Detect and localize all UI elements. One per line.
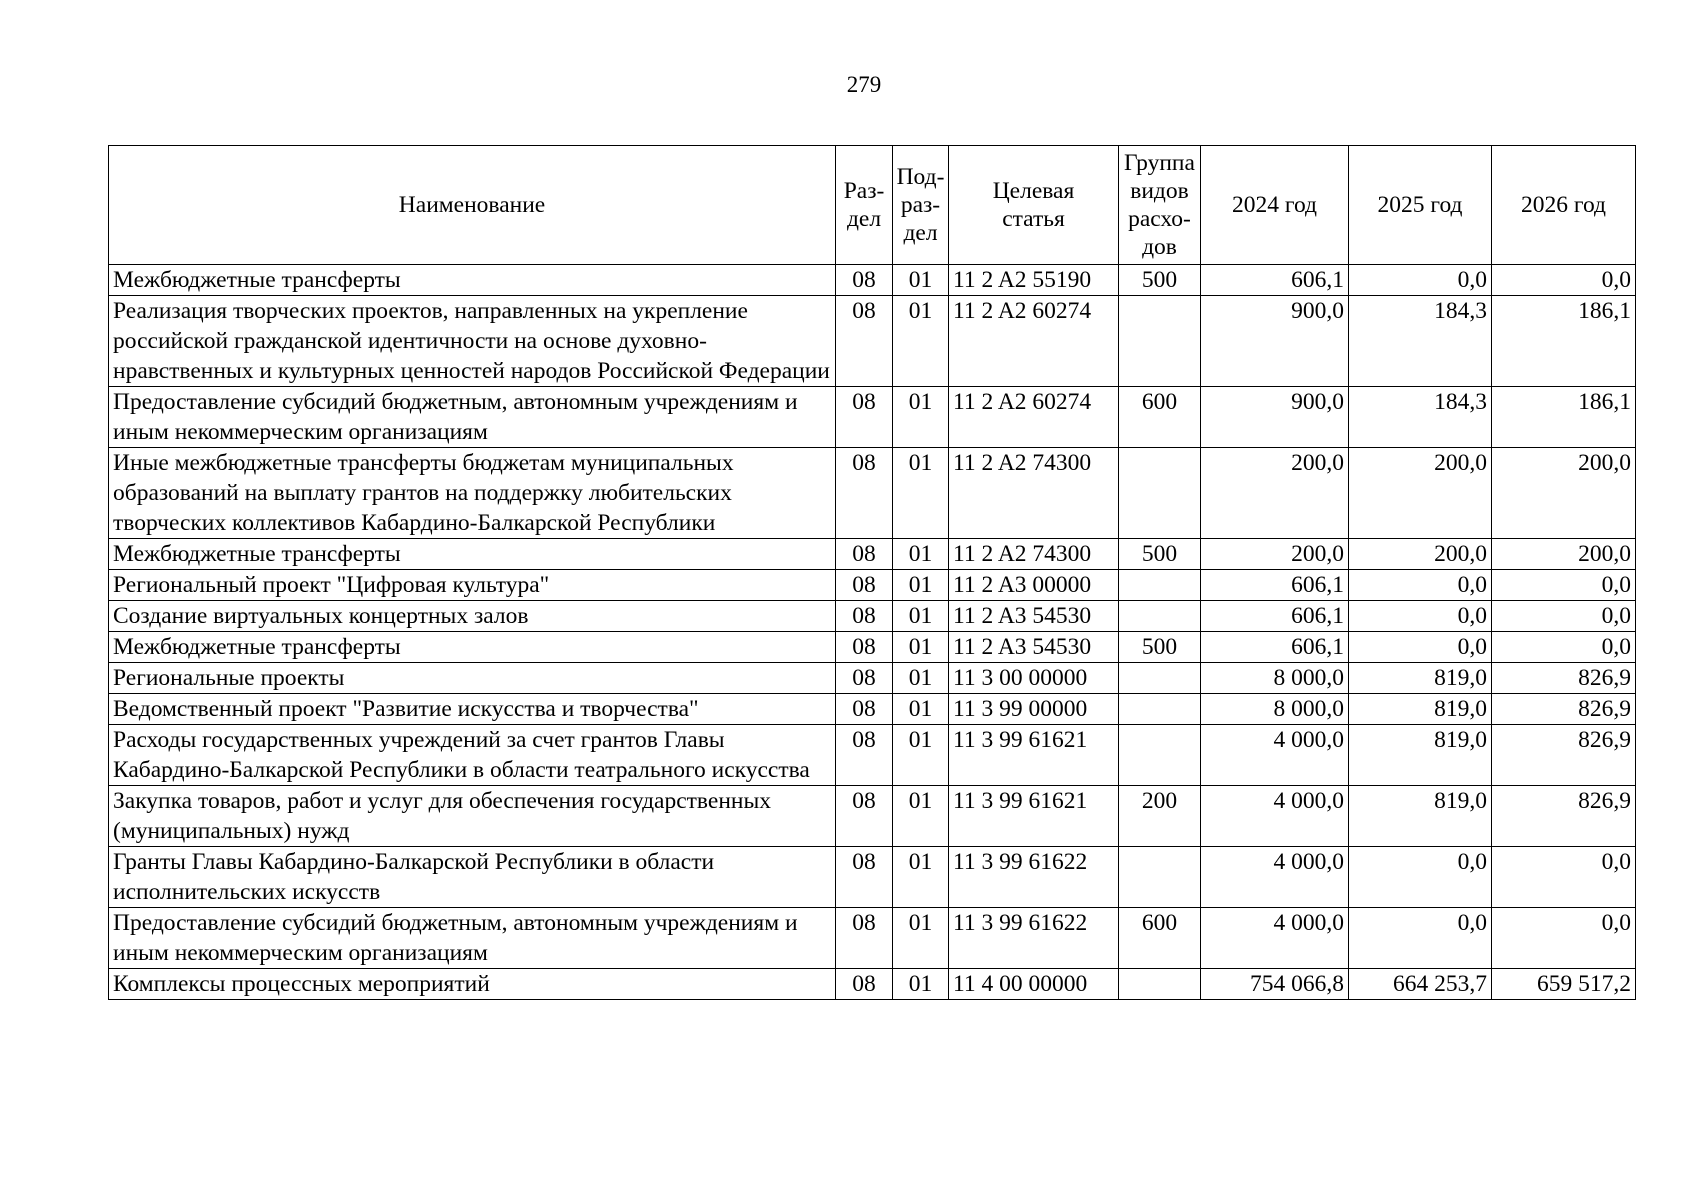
cell-group [1119, 694, 1201, 725]
cell-target: 11 2 A3 54530 [949, 601, 1119, 632]
header-2026 [1492, 146, 1636, 265]
header-label-name: Наименование [398, 192, 546, 218]
header-label-y2025: 2025 год [1377, 192, 1463, 218]
cell-y2024: 8 000,0 [1201, 694, 1349, 725]
cell-group [1119, 448, 1201, 539]
cell-podrazdel: 01 [893, 539, 949, 570]
cell-y2024: 900,0 [1201, 296, 1349, 387]
cell-y2026: 200,0 [1492, 539, 1636, 570]
cell-name: Региональный проект "Цифровая культура" [109, 570, 836, 601]
header-label-y2024: 2024 год [1232, 192, 1317, 218]
cell-target: 11 3 00 00000 [949, 663, 1119, 694]
header-label-target: Целевая статья [992, 178, 1075, 232]
cell-group [1119, 969, 1201, 1000]
table-row [109, 663, 1636, 694]
header-target [949, 146, 1119, 265]
cell-y2025: 200,0 [1349, 448, 1492, 539]
cell-podrazdel: 01 [893, 265, 949, 296]
header-label-group: Группа видов расхо- дов [1124, 150, 1195, 260]
cell-y2025: 0,0 [1349, 847, 1492, 908]
cell-y2024: 200,0 [1201, 539, 1349, 570]
cell-razdel: 08 [836, 969, 893, 1000]
cell-y2025: 184,3 [1349, 387, 1492, 448]
cell-name: Реализация творческих проектов, направленных на укрепление российской гражданской идентичности на основе духовно-нравственных и культурных ценностей народов Российской Федерации [109, 296, 836, 387]
header-label-y2026: 2026 год [1521, 192, 1606, 218]
cell-name: Гранты Главы Кабардино-Балкарской Республики в области исполнительских искусств [109, 847, 836, 908]
cell-razdel: 08 [836, 908, 893, 969]
cell-target: 11 2 A3 54530 [949, 632, 1119, 663]
cell-group: 500 [1119, 265, 1201, 296]
cell-y2026: 826,9 [1492, 725, 1636, 786]
cell-group: 500 [1119, 539, 1201, 570]
cell-podrazdel: 01 [893, 786, 949, 847]
cell-razdel: 08 [836, 448, 893, 539]
cell-y2025: 819,0 [1349, 725, 1492, 786]
cell-y2025: 0,0 [1349, 570, 1492, 601]
cell-name: Межбюджетные трансферты [109, 539, 836, 570]
cell-y2024: 606,1 [1201, 570, 1349, 601]
cell-y2024: 4 000,0 [1201, 847, 1349, 908]
cell-podrazdel: 01 [893, 570, 949, 601]
cell-name: Ведомственный проект "Развитие искусства и творчества" [109, 694, 836, 725]
cell-y2025: 664 253,7 [1349, 969, 1492, 1000]
cell-y2024: 754 066,8 [1201, 969, 1349, 1000]
table-row [109, 296, 1636, 387]
table-row [109, 694, 1636, 725]
cell-name: Комплексы процессных мероприятий [109, 969, 836, 1000]
cell-group [1119, 725, 1201, 786]
table-row [109, 539, 1636, 570]
cell-y2024: 900,0 [1201, 387, 1349, 448]
cell-razdel: 08 [836, 694, 893, 725]
cell-razdel: 08 [836, 786, 893, 847]
cell-razdel: 08 [836, 296, 893, 387]
cell-razdel: 08 [836, 570, 893, 601]
header-podrazdel [893, 146, 949, 265]
page-number: 279 [846, 72, 882, 97]
cell-y2026: 186,1 [1492, 387, 1636, 448]
cell-y2026: 0,0 [1492, 570, 1636, 601]
cell-podrazdel: 01 [893, 448, 949, 539]
cell-target: 11 2 A2 60274 [949, 296, 1119, 387]
cell-group: 600 [1119, 387, 1201, 448]
cell-y2026: 0,0 [1492, 847, 1636, 908]
cell-razdel: 08 [836, 632, 893, 663]
cell-y2024: 606,1 [1201, 632, 1349, 663]
cell-podrazdel: 01 [893, 694, 949, 725]
table-row [109, 725, 1636, 786]
table-row [109, 265, 1636, 296]
cell-y2026: 0,0 [1492, 632, 1636, 663]
cell-target: 11 3 99 61621 [949, 725, 1119, 786]
cell-name: Расходы государственных учреждений за счет грантов Главы Кабардино-Балкарской Республики в области театрального искусства [109, 725, 836, 786]
cell-y2025: 200,0 [1349, 539, 1492, 570]
cell-y2024: 4 000,0 [1201, 786, 1349, 847]
cell-group [1119, 296, 1201, 387]
cell-y2025: 184,3 [1349, 296, 1492, 387]
cell-razdel: 08 [836, 265, 893, 296]
cell-target: 11 3 99 61622 [949, 908, 1119, 969]
header-2024 [1201, 146, 1349, 265]
cell-y2026: 0,0 [1492, 908, 1636, 969]
cell-target: 11 2 A3 00000 [949, 570, 1119, 601]
cell-target: 11 2 A2 74300 [949, 448, 1119, 539]
cell-y2024: 4 000,0 [1201, 908, 1349, 969]
cell-y2025: 819,0 [1349, 786, 1492, 847]
cell-name: Региональные проекты [109, 663, 836, 694]
table-row [109, 786, 1636, 847]
cell-razdel: 08 [836, 601, 893, 632]
cell-y2026: 186,1 [1492, 296, 1636, 387]
cell-y2024: 4 000,0 [1201, 725, 1349, 786]
cell-y2026: 200,0 [1492, 448, 1636, 539]
cell-y2025: 0,0 [1349, 632, 1492, 663]
cell-podrazdel: 01 [893, 908, 949, 969]
cell-y2025: 819,0 [1349, 694, 1492, 725]
cell-target: 11 2 A2 55190 [949, 265, 1119, 296]
cell-podrazdel: 01 [893, 632, 949, 663]
cell-target: 11 3 99 00000 [949, 694, 1119, 725]
cell-name: Создание виртуальных концертных залов [109, 601, 836, 632]
cell-group: 200 [1119, 786, 1201, 847]
cell-name: Закупка товаров, работ и услуг для обеспечения государственных (муниципальных) нужд [109, 786, 836, 847]
header-2025 [1349, 146, 1492, 265]
cell-group [1119, 663, 1201, 694]
header-razdel [836, 146, 893, 265]
budget-table [108, 145, 1636, 1000]
cell-podrazdel: 01 [893, 725, 949, 786]
cell-razdel: 08 [836, 847, 893, 908]
cell-y2026: 826,9 [1492, 694, 1636, 725]
table-row [109, 908, 1636, 969]
table-body [109, 265, 1636, 1000]
cell-y2024: 8 000,0 [1201, 663, 1349, 694]
cell-y2024: 606,1 [1201, 265, 1349, 296]
cell-y2026: 0,0 [1492, 265, 1636, 296]
table-row [109, 847, 1636, 908]
cell-name: Межбюджетные трансферты [109, 265, 836, 296]
table-row [109, 570, 1636, 601]
cell-razdel: 08 [836, 539, 893, 570]
cell-target: 11 3 99 61622 [949, 847, 1119, 908]
table-row [109, 448, 1636, 539]
cell-y2025: 0,0 [1349, 908, 1492, 969]
cell-y2026: 826,9 [1492, 786, 1636, 847]
cell-group [1119, 570, 1201, 601]
cell-group [1119, 601, 1201, 632]
cell-target: 11 3 99 61621 [949, 786, 1119, 847]
cell-podrazdel: 01 [893, 387, 949, 448]
cell-podrazdel: 01 [893, 847, 949, 908]
table-row [109, 601, 1636, 632]
cell-podrazdel: 01 [893, 969, 949, 1000]
cell-y2026: 826,9 [1492, 663, 1636, 694]
cell-name: Предоставление субсидий бюджетным, автономным учреждениям и иным некоммерческим организациям [109, 387, 836, 448]
cell-group [1119, 847, 1201, 908]
cell-y2024: 606,1 [1201, 601, 1349, 632]
table-row [109, 387, 1636, 448]
table-row [109, 632, 1636, 663]
table-row [109, 969, 1636, 1000]
cell-podrazdel: 01 [893, 663, 949, 694]
header-group [1119, 146, 1201, 265]
cell-podrazdel: 01 [893, 296, 949, 387]
cell-razdel: 08 [836, 663, 893, 694]
table-header-row [109, 146, 1636, 265]
cell-name: Межбюджетные трансферты [109, 632, 836, 663]
cell-y2026: 659 517,2 [1492, 969, 1636, 1000]
cell-y2025: 819,0 [1349, 663, 1492, 694]
header-label-razdel: Раз- дел [843, 178, 885, 232]
cell-group: 600 [1119, 908, 1201, 969]
cell-razdel: 08 [836, 387, 893, 448]
cell-target: 11 4 00 00000 [949, 969, 1119, 1000]
cell-target: 11 2 A2 74300 [949, 539, 1119, 570]
cell-target: 11 2 A2 60274 [949, 387, 1119, 448]
header-label-podrazdel: Под- раз- дел [896, 164, 945, 246]
cell-podrazdel: 01 [893, 601, 949, 632]
cell-y2026: 0,0 [1492, 601, 1636, 632]
cell-razdel: 08 [836, 725, 893, 786]
cell-name: Иные межбюджетные трансферты бюджетам муниципальных образований на выплату грантов на поддержку любительских творческих коллективов Кабардино-Балкарской Республики [109, 448, 836, 539]
cell-y2024: 200,0 [1201, 448, 1349, 539]
cell-name: Предоставление субсидий бюджетным, автономным учреждениям и иным некоммерческим организациям [109, 908, 836, 969]
header-name [109, 146, 836, 265]
cell-y2025: 0,0 [1349, 265, 1492, 296]
cell-group: 500 [1119, 632, 1201, 663]
cell-y2025: 0,0 [1349, 601, 1492, 632]
